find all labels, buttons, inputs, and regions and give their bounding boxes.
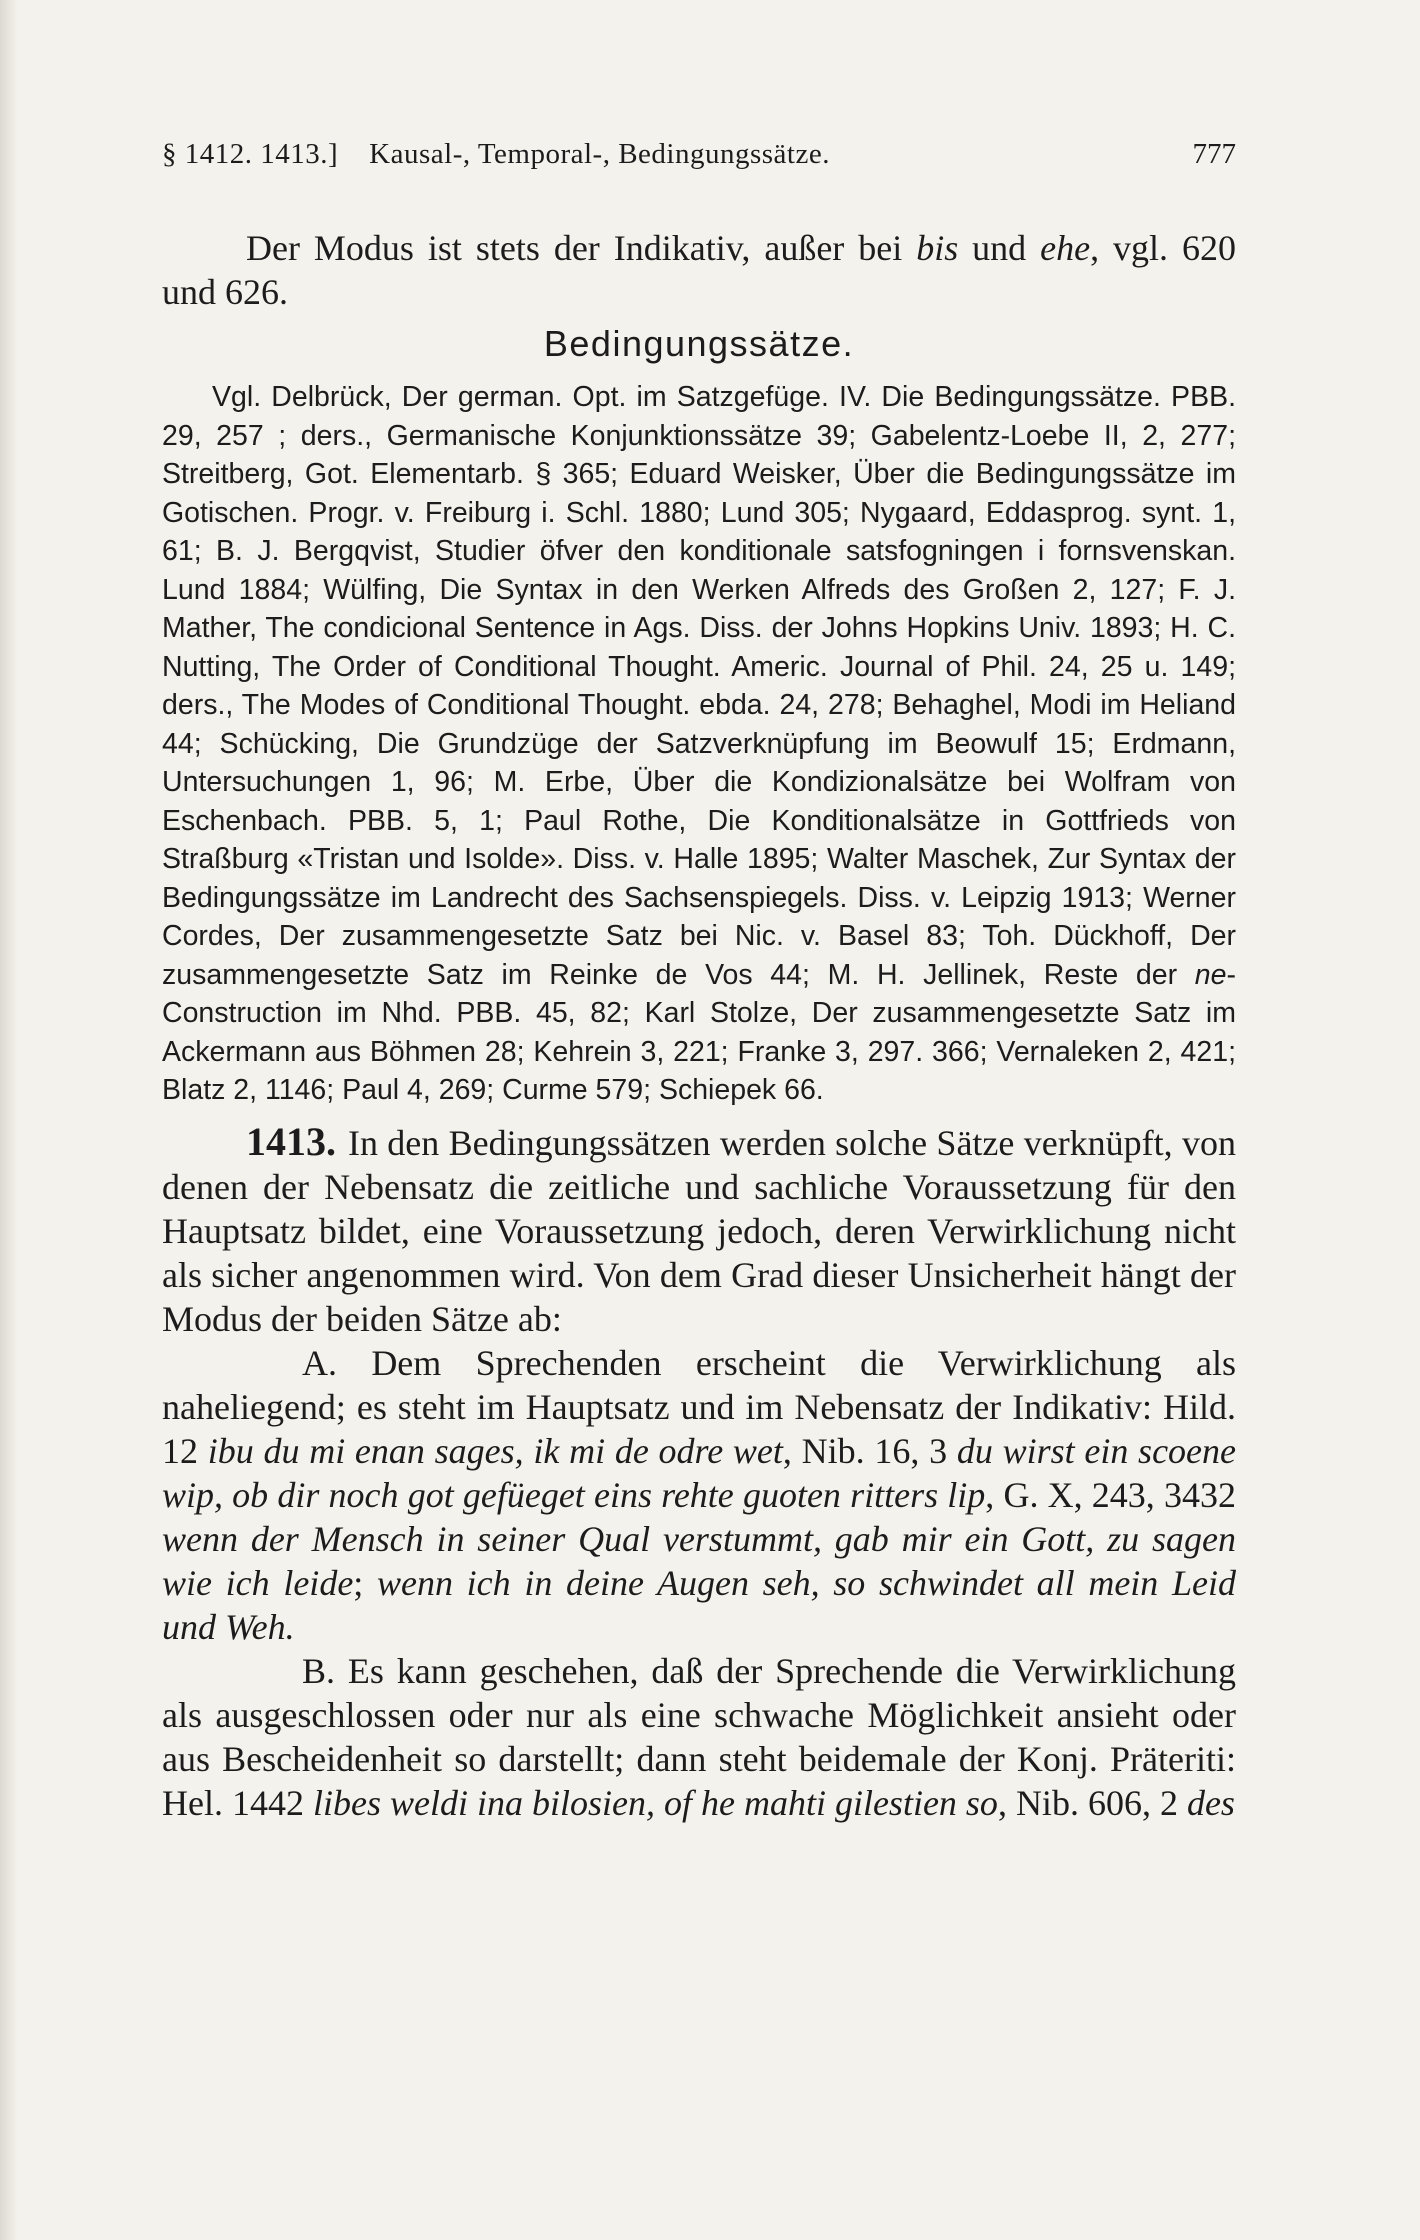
bibliography-text-1: Vgl. Delbrück, Der german. Opt. im Satzgefüge. IV. Die Bedingungssätze. PBB. 29, 257 ; ders., Germanische Konjunktionssätze 39; Gabelentz-Loebe II, 2, 277; Streitberg, Got. Elementarb. § 365; Eduard Weisker, Über die Bedingungssätze im Gotischen. Progr. v. Freiburg i. Schl. 1880; Lund 305; Nygaard, Eddasprog. synt. 1, 61; B. J. Bergqvist, Studier öfver den konditionale satsfogningen i fornsvenskan. Lund 1884; Wülfing, Die Syntax in den Werken Alfreds des Großen 2, 127; F. J. Mather, The condicional Sentence in Ags. Diss. der Johns Hopkins Univ. 1893; H. C. Nutting, The Order of Conditional Thought. Americ. Journal of Phil. 24, 25 u. 149; ders., The Modes of Conditional Thought. ebda. 24, 278; Behaghel, Modi im Heliand 44; Schücking, Die Grundzüge der Satzverknüpfung im Beowulf 15; Erdmann, Untersuchungen 1, 96; M. Erbe, Über die Kondizionalsätze bei Wolfram von Eschenbach. PBB. 5, 1; Paul Rothe, Die Konditionalsätze in Gottfrieds von Straßburg «Tristan und Isolde». Diss. v. Halle 1895; Walter Maschek, Zur Syntax der Bedingungssätze im Landrecht des Sachsenspiegels. Diss. v. Leipzig 1913; Werner Cordes, Der zusammengesetzte Satz bei Nic. v. Basel 83; Toh. Dückhoff, Der zusammengesetzte Satz im Reinke de Vos 44; M. H. Jellinek, Reste der — [162, 381, 1236, 991]
paragraph-number: 1413. — [246, 1118, 336, 1164]
intro-text-2: und — [958, 228, 1041, 268]
point-b-text-2: , Nib. 606, 2 — [997, 1782, 1187, 1823]
point-a-paragraph — [162, 1341, 1236, 1649]
point-a-text-1: A. Dem Sprechenden erscheint die Verwirklichung als naheliegend; es steht im Hauptsatz und im Nebensatz der Indikativ: Hild. 12 — [162, 1342, 1236, 1471]
running-title: Kausal-, Temporal-, Bedingungssätze. — [369, 138, 830, 170]
bibliography-block — [162, 378, 1236, 1110]
paragraph-1413 — [162, 1120, 1236, 1341]
point-b-text-1: B. Es kann geschehen, daß der Sprechende die Verwirklichung als ausgeschlossen oder nur als eine schwache Möglichkeit ansieht oder aus Bescheidenheit so darstellt; dann steht beidemale der Konj. Präteriti: Hel. 1442 — [162, 1650, 1236, 1823]
point-b-paragraph — [162, 1649, 1236, 1825]
bibliography-italic-ne: ne — [1194, 958, 1227, 991]
page-number: 777 — [1192, 138, 1236, 170]
intro-text-3: , vgl. 620 und 626. — [162, 228, 1237, 312]
running-head-left — [162, 138, 830, 171]
point-a-quote-4: wenn ich in deine Augen seh, so schwindet all mein Leid und Weh. — [162, 1562, 1236, 1647]
intro-italic-ehe: ehe — [1040, 228, 1091, 268]
page-fold-shadow — [0, 0, 18, 2240]
section-reference: § 1412. 1413.] — [162, 138, 339, 170]
point-a-text-3: , G. X, 243, 3432 — [985, 1474, 1236, 1515]
intro-italic-bis: bis — [916, 228, 959, 268]
intro-text-1: Der Modus ist stets der Indikativ, außer bei — [246, 228, 917, 268]
point-a-text-2: , Nib. 16, 3 — [782, 1430, 957, 1471]
point-b-quote-1: libes weldi ina bilosien, of he mahti gilestien so — [312, 1782, 998, 1823]
intro-paragraph — [162, 226, 1236, 314]
point-a-text-4: ; — [353, 1562, 377, 1603]
point-a-quote-3: wenn der Mensch in seiner Qual verstummt, gab mir ein Gott, zu sagen wie ich leide — [162, 1518, 1236, 1603]
bibliography-text-2: -Construction im Nhd. PBB. 45, 82; Karl Stolze, Der zusammengesetzte Satz im Ackermann aus Böhmen 28; Kehrein 3, 221; Franke 3, 297. 366; Vernaleken 2, 421; Blatz 2, 1146; Paul 4, 269; Curme 579; Schiepek 66. — [162, 958, 1236, 1106]
point-a-quote-1: ibu du mi enan sages, ik mi de odre wet — [207, 1430, 783, 1471]
running-head — [162, 138, 1236, 182]
paragraph-1413-text: In den Bedingungssätzen werden solche Sätze verknüpft, von denen der Nebensatz die zeitliche und sachliche Voraussetzung für den Hauptsatz bildet, eine Voraussetzung jedoch, deren Verwirklichung nicht als sicher angenommen wird. Von dem Grad dieser Unsicherheit hängt der Modus der beiden Sätze ab: — [162, 1122, 1236, 1339]
section-heading: Bedingungssätze. — [543, 323, 855, 364]
point-b-quote-2: des — [1186, 1782, 1235, 1823]
point-a-quote-2: du wirst ein scoene wip, ob dir noch got gefüeget eins rehte guoten ritters lip — [162, 1430, 1236, 1515]
